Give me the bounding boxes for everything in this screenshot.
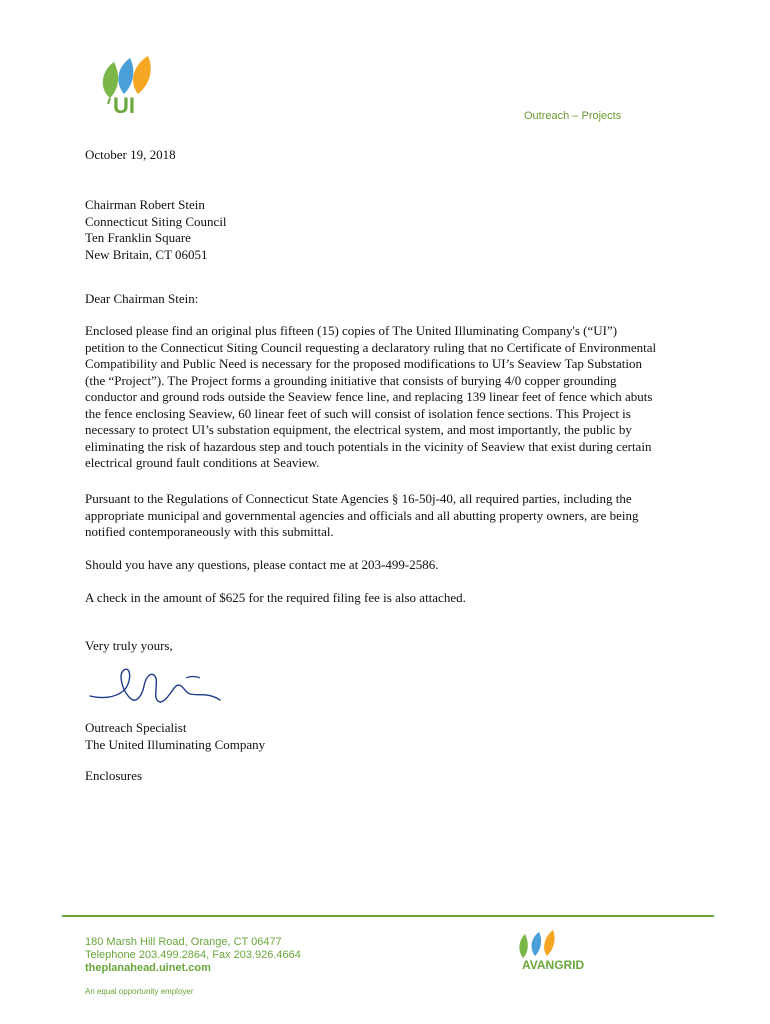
signer-company: The United Illuminating Company: [85, 736, 266, 752]
text-line: the fence enclosing Seaview, 60 linear feet of such will consist of isolation fence sections. This Project is: [85, 405, 631, 421]
letter-date: October 19, 2018: [85, 147, 176, 162]
address-line: New Britain, CT 06051: [85, 246, 208, 262]
text-line: necessary to protect UI’s substation equipment, the electrical system, and most importantly, the public by: [85, 422, 632, 437]
text-line: appropriate municipal and governmental agencies and officials and all abutting property owners, are being: [85, 507, 639, 523]
text-line: (the “Project”). The Project forms a grounding initiative that consists of burying 4/0 copper grounding: [85, 372, 617, 388]
paragraph-3: Should you have any questions, please contact me at 203-499-2586.: [85, 557, 439, 572]
text-line: eliminating the risk of hazardous step and touch potentials in the vicinity of Seaview that exist during certain: [85, 438, 652, 454]
footer-address: 180 Marsh Hill Road, Orange, CT 06477: [85, 936, 282, 948]
enclosures-label: Enclosures: [85, 768, 143, 783]
text-line: petition to the Connecticut Siting Council requesting a declaratory ruling that no Certificate of Environmental: [85, 339, 657, 355]
signature-block: [85, 720, 705, 753]
salutation: Dear Chairman Stein:: [85, 291, 199, 306]
paragraph-1: [85, 323, 705, 472]
closing: Very truly yours,: [85, 638, 173, 653]
footer-contact: [85, 936, 301, 975]
equal-opportunity-note: An equal opportunity employer: [85, 987, 194, 996]
ui-logo-text: UI: [113, 93, 135, 118]
recipient-address: [85, 197, 705, 263]
department-label: Outreach – Projects: [524, 110, 622, 122]
paragraph-2: [85, 491, 705, 541]
avangrid-leaves-icon: [515, 930, 563, 960]
address-line: Chairman Robert Stein: [85, 197, 205, 212]
text-line: notified contemporaneously with this submittal.: [85, 524, 334, 539]
footer-phone: Telephone 203.499.2864, Fax 203.926.4664: [85, 949, 301, 961]
footer-website-link[interactable]: theplanahead.uinet.com: [85, 962, 211, 974]
text-line: Pursuant to the Regulations of Connecticut State Agencies § 16-50j-40, all required parties, including the: [85, 491, 632, 506]
text-line: Compatibility and Public Need is necessary for the proposed modifications to UI’s Seaview Tap Substation: [85, 356, 643, 371]
text-line: conductor and ground rods outside the Seaview fence line, and replacing 139 linear feet of fence which abuts: [85, 389, 653, 404]
paragraph-4: A check in the amount of $625 for the required filing fee is also attached.: [85, 590, 466, 605]
text-line: Enclosed please find an original plus fifteen (15) copies of The United Illuminating Company's (“UI”): [85, 323, 618, 338]
address-line: Ten Franklin Square: [85, 230, 191, 245]
signature-icon: [86, 656, 226, 712]
avangrid-logo-text: AVANGRID: [522, 958, 585, 972]
text-line: electrical ground fault conditions at Seaview.: [85, 455, 320, 470]
footer-divider: [62, 915, 714, 917]
signer-title: Outreach Specialist: [85, 720, 187, 735]
address-line: Connecticut Siting Council: [85, 213, 227, 229]
